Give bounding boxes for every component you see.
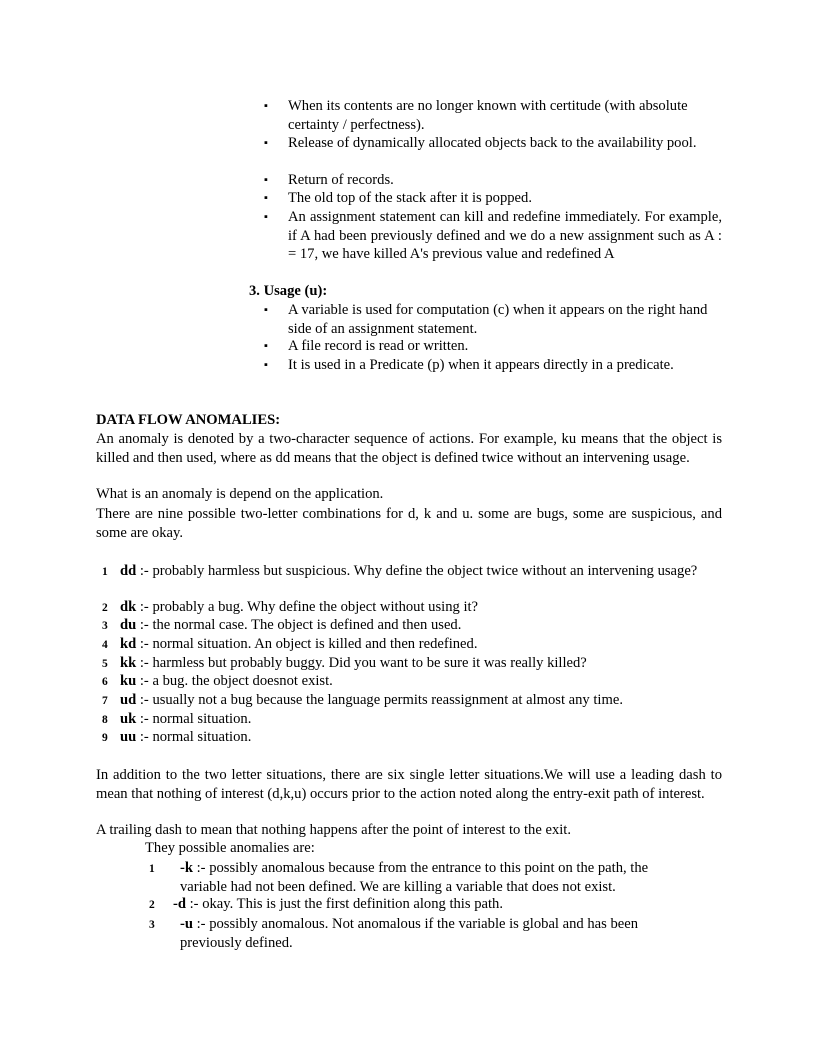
item-description: :- normal situation. An object is killed and then redefined. bbox=[136, 636, 478, 652]
item-text bbox=[180, 915, 689, 952]
item-text bbox=[120, 672, 722, 691]
item-number: 1 bbox=[102, 566, 108, 578]
bullet-icon: ▪ bbox=[264, 304, 268, 316]
item-code: uk bbox=[120, 711, 137, 727]
item-code: dd bbox=[120, 563, 137, 579]
section-title: DATA FLOW ANOMALIES: bbox=[96, 412, 281, 428]
bullet-text: It is used in a Predicate (p) when it appears directly in a predicate. bbox=[288, 357, 674, 373]
item-description: :- normal situation. bbox=[136, 729, 252, 745]
item-text bbox=[120, 728, 722, 747]
item-number: 4 bbox=[102, 639, 108, 651]
item-number: 6 bbox=[102, 676, 108, 688]
item-description: :- probably harmless but suspicious. Why define the object twice without an intervening usage? bbox=[136, 563, 698, 579]
item-text bbox=[120, 654, 722, 673]
item-text bbox=[173, 895, 689, 914]
bullet-icon: ▪ bbox=[264, 137, 268, 149]
item-text bbox=[120, 616, 722, 635]
list-item bbox=[266, 189, 722, 208]
bullet-text: An assignment statement can kill and redefine immediately. For example, if A had been previously defined and we do a new assignment such as A : = 17, we have killed A's previous value and redefined A bbox=[288, 209, 722, 262]
item-description: :- harmless but probably buggy. Did you want to be sure it was really killed? bbox=[136, 655, 587, 671]
paragraph: In addition to the two letter situations, there are six single letter situations.We will use a leading dash to mean that nothing of interest (d,k,u) occurs prior to the action noted along the entry-exit path of interest. bbox=[96, 767, 722, 802]
item-number: 1 bbox=[149, 863, 155, 875]
item-code: du bbox=[120, 617, 137, 633]
paragraph: There are nine possible two-letter combinations for d, k and u. some are bugs, some are suspicious, and some are okay. bbox=[96, 506, 722, 541]
list-item bbox=[266, 301, 722, 338]
list-item bbox=[149, 895, 689, 914]
list-item bbox=[266, 208, 722, 264]
bullet-text: The old top of the stack after it is popped. bbox=[288, 190, 532, 206]
item-description: :- probably a bug. Why define the object without using it? bbox=[136, 599, 479, 615]
item-code: -k bbox=[180, 860, 193, 876]
list-item bbox=[96, 635, 722, 654]
paragraph: They possible anomalies are: bbox=[145, 840, 315, 856]
item-number: 3 bbox=[149, 919, 155, 931]
bullet-text: Return of records. bbox=[288, 172, 394, 188]
bullet-icon: ▪ bbox=[264, 192, 268, 204]
bullet-icon: ▪ bbox=[264, 359, 268, 371]
item-number: 7 bbox=[102, 695, 108, 707]
item-text bbox=[120, 562, 722, 581]
item-code: ku bbox=[120, 673, 137, 689]
bullet-icon: ▪ bbox=[264, 174, 268, 186]
item-code: -d bbox=[173, 896, 186, 912]
item-number: 2 bbox=[102, 602, 108, 614]
bullet-text: When its contents are no longer known with certitude (with absolute certainty / perfectness). bbox=[288, 98, 688, 133]
bullet-icon: ▪ bbox=[264, 211, 268, 223]
paragraph: An anomaly is denoted by a two-character sequence of actions. For example, ku means that the object is killed and then used, where as dd means that the object is defined twice without an intervening usage. bbox=[96, 431, 722, 466]
list-item bbox=[266, 171, 722, 190]
item-number: 5 bbox=[102, 658, 108, 670]
item-text bbox=[120, 691, 722, 710]
list-item bbox=[96, 654, 722, 673]
bullet-icon: ▪ bbox=[264, 100, 268, 112]
item-code: uu bbox=[120, 729, 137, 745]
list-item bbox=[149, 915, 689, 952]
bullet-text: A variable is used for computation (c) when it appears on the right hand side of an assignment statement. bbox=[288, 302, 708, 337]
item-description: :- possibly anomalous because from the entrance to this point on the path, the variable had not been defined. We are killing a variable that does not exist. bbox=[180, 860, 649, 895]
item-description: :- possibly anomalous. Not anomalous if the variable is global and has been previously defined. bbox=[180, 916, 639, 951]
item-code: ud bbox=[120, 692, 137, 708]
bullet-text: A file record is read or written. bbox=[288, 338, 469, 354]
item-number: 2 bbox=[149, 899, 155, 911]
list-item bbox=[266, 356, 722, 375]
item-description: :- normal situation. bbox=[136, 711, 252, 727]
list-item bbox=[149, 859, 689, 896]
list-item bbox=[96, 598, 722, 617]
usage-heading: 3. Usage (u): bbox=[249, 283, 328, 299]
item-code: -u bbox=[180, 916, 193, 932]
list-item bbox=[96, 616, 722, 635]
item-description: :- a bug. the object doesnot exist. bbox=[136, 673, 333, 689]
item-number: 3 bbox=[102, 620, 108, 632]
item-code: dk bbox=[120, 599, 137, 615]
list-item bbox=[96, 562, 722, 581]
item-description: :- usually not a bug because the language permits reassignment at almost any time. bbox=[136, 692, 623, 708]
item-description: :- the normal case. The object is defined and then used. bbox=[136, 617, 462, 633]
item-text bbox=[120, 598, 722, 617]
item-description: :- okay. This is just the first definition along this path. bbox=[185, 896, 503, 912]
item-text bbox=[180, 859, 689, 896]
paragraph: What is an anomaly is depend on the application. bbox=[96, 486, 384, 502]
paragraph: A trailing dash to mean that nothing happens after the point of interest to the exit. bbox=[96, 822, 571, 838]
item-text bbox=[120, 635, 722, 654]
list-item bbox=[96, 691, 722, 710]
item-code: kd bbox=[120, 636, 137, 652]
list-item bbox=[96, 710, 722, 729]
list-item bbox=[266, 134, 722, 153]
list-item bbox=[96, 672, 722, 691]
item-code: kk bbox=[120, 655, 137, 671]
item-text bbox=[120, 710, 722, 729]
list-item bbox=[96, 728, 722, 747]
list-item bbox=[266, 337, 722, 356]
list-item bbox=[266, 97, 722, 134]
item-number: 8 bbox=[102, 714, 108, 726]
bullet-text: Release of dynamically allocated objects back to the availability pool. bbox=[288, 135, 697, 151]
item-number: 9 bbox=[102, 732, 108, 744]
bullet-icon: ▪ bbox=[264, 340, 268, 352]
